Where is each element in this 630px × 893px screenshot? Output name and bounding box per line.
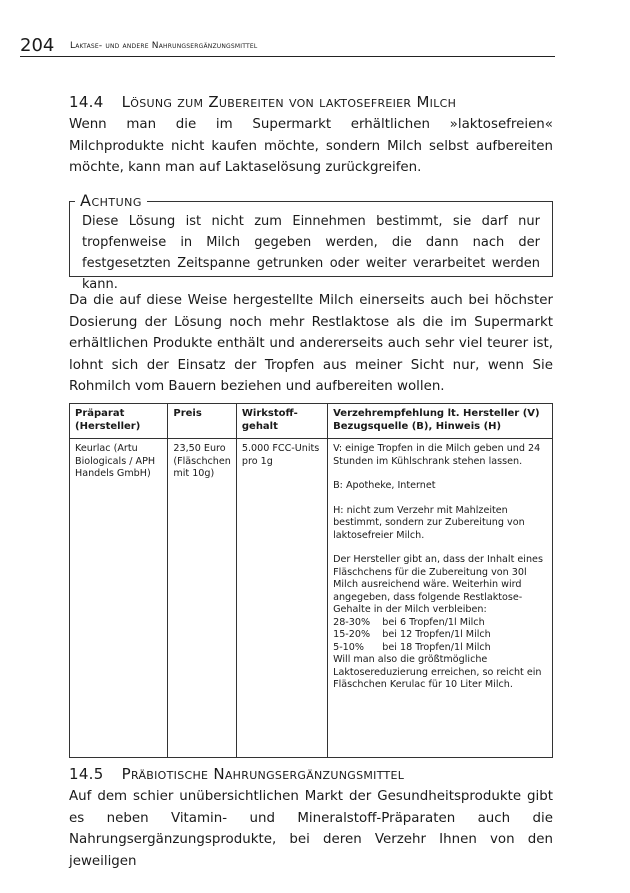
- table-header-row: [70, 404, 553, 439]
- table-row: [70, 439, 553, 758]
- dosage-line: 5-10% bei 18 Tropfen/1l Milch: [333, 641, 491, 653]
- section-14-5-text: Auf dem schier unübersichtlichen Markt der Gesundheitsprodukte gibt es neben Vitamin- und Mineralstoff-Präparaten auch die Nahrungsergänzungsprodukte, bei deren Verzehr Ihnen von den jeweiligen: [69, 789, 553, 869]
- section-number: 14.4: [69, 93, 104, 111]
- intro-paragraph: [69, 114, 553, 179]
- section-number: 14.5: [69, 765, 104, 783]
- dosage-line: 15-20% bei 12 Tropfen/1l Milch: [333, 629, 491, 640]
- col-header-wirkstoff: Wirkstoff-gehalt: [236, 404, 327, 439]
- col-header-praeparat: Präparat (Hersteller): [70, 404, 168, 439]
- callout-title: Achtung: [75, 191, 147, 210]
- col-header-verzehr: Verzehrempfehlung lt. Hersteller (V) Bezugsquelle (B), Hinweis (H): [328, 404, 553, 439]
- product-table: [69, 403, 553, 758]
- running-title: Laktase- und andere Nahrungsergänzungsmittel: [70, 41, 258, 51]
- callout-text: Diese Lösung ist nicht zum Einnehmen bestimmt, sie darf nur tropfenweise in Milch gegeben werden, die dann nach der festgesetzten Zeitspanne getrunken oder weiter verarbeitet werden kann.: [82, 214, 540, 292]
- note-h: H: nicht zum Verzehr mit Mahlzeiten bestimmt, sondern zur Zubereitung von laktosefreier Milch.: [333, 504, 525, 541]
- cell-praeparat: Keurlac (Artu Biologicals / APH Handels GmbH): [70, 439, 168, 758]
- manufacturer-note: Der Hersteller gibt an, dass der Inhalt eines Fläschchens für die Zubereitung von 30l Milch ausreichend wäre. Weiterhin wird angegeben, dass folgende Restlaktose-Gehalte in der Milch verbleiben:: [333, 554, 543, 615]
- section-14-5-paragraph: [69, 786, 553, 872]
- dosage-line: 28-30% bei 6 Tropfen/1l Milch: [333, 616, 485, 628]
- outro-note: Will man also die größtmögliche Laktosereduzierung erreichen, so reicht ein Fläschchen Kerulac für 10 Liter Milch.: [333, 654, 542, 690]
- cell-preis: 23,50 Euro (Fläschchen mit 10g): [168, 439, 237, 758]
- section-14-4-heading: [69, 93, 456, 111]
- section-title: Präbiotische Nahrungsergänzungsmittel: [121, 765, 405, 783]
- col-header-preis: Preis: [168, 404, 237, 439]
- cell-verzehr: [328, 439, 553, 758]
- note-v: V: einige Tropfen in die Milch geben und 24 Stunden im Kühlschrank stehen lassen.: [333, 443, 541, 467]
- note-b: B: Apotheke, Internet: [333, 480, 436, 491]
- body-text: Da die auf diese Weise hergestellte Milch einerseits auch bei höchster Dosierung der Lösung noch mehr Restlaktose als die im Supermarkt erhältlichen Produkte enthält und andererseits auch sehr viel teurer ist, lohnt sich der Einsatz der Tropfen aus meiner Sicht nur, wenn Sie Rohmilch vom Bauern beziehen und aufbereiten wollen.: [69, 293, 553, 394]
- page-number: 204: [20, 35, 55, 56]
- section-title: Lösung zum Zubereiten von laktosefreier Milch: [121, 93, 457, 111]
- cell-wirkstoff: 5.000 FCC-Units pro 1g: [236, 439, 327, 758]
- section-14-5-heading: [69, 765, 404, 783]
- intro-text: Wenn man die im Supermarkt erhältlichen »laktosefreien« Milchprodukte nicht kaufen möchte, sondern Milch selbst aufbereiten möchte, kann man auf Laktaselösung zurückgreifen.: [69, 117, 553, 175]
- page-header: [20, 36, 555, 57]
- warning-callout: [69, 191, 553, 292]
- body-paragraph: [69, 290, 553, 398]
